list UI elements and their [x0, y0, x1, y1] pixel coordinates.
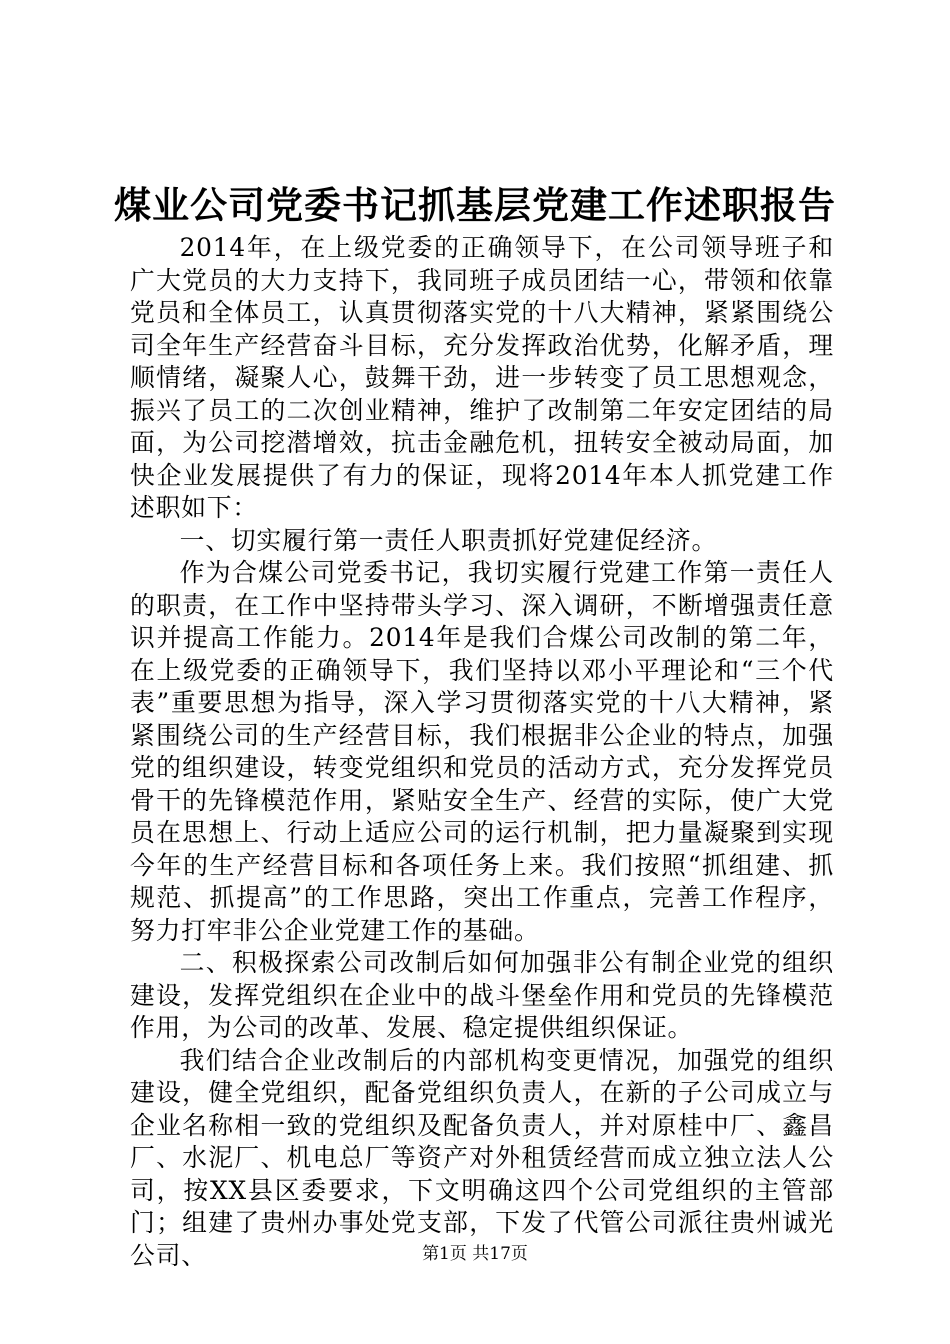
- paragraph-section-1: 作为合煤公司党委书记，我切实履行党建工作第一责任人的职责，在工作中坚持带头学习、深入调研，不断增强责任意识并提高工作能力。2014年是我们合煤公司改制的第二年，在上级党委的正确领导下，我们坚持以邓小平理论和“三个代表”重要思想为指导，深入学习贯彻落实党的十八大精神，紧紧围绕公司的生产经营目标，我们根据非公企业的特点，加强党的组织建设，转变党组织和党员的活动方式，充分发挥党员骨干的先锋模范作用，紧贴安全生产、经营的实际，使广大党员在思想上、行动上适应公司的运行机制，把力量凝聚到实现今年的生产经营目标和各项任务上来。我们按照“抓组建、抓规范、抓提高”的工作思路，突出工作重点，完善工作程序，努力打牢非公企业党建工作的基础。: [130, 558, 834, 945]
- page-footer: 第1页 共17页: [422, 1244, 528, 1264]
- section-heading-2: 二、积极探索公司改制后如何加强非公有制企业党的组织建设，发挥党组织在企业中的战斗堡垒作用和党员的先锋模范作用，为公司的改革、发展、稳定提供组织保证。: [130, 948, 834, 1042]
- document-body: [130, 232, 834, 1272]
- paragraph-section-2: 我们结合企业改制后的内部机构变更情况，加强党的组织建设，健全党组织，配备党组织负责人，在新的子公司成立与企业名称相一致的党组织及配备负责人，并对原桂中厂、鑫昌厂、水泥厂、机电总厂等资产对外租赁经营而成立独立法人公司，按XX县区委要求，下文明确这四个公司党组织的主管部门；组建了贵州办事处党支部，下发了代管公司派往贵州诚光公司、: [130, 1045, 834, 1270]
- document-title: 煤业公司党委书记抓基层党建工作述职报告: [114, 184, 836, 227]
- paragraph-intro: 2014年，在上级党委的正确领导下，在公司领导班子和广大党员的大力支持下，我同班子成员团结一心，带领和依靠党员和全体员工，认真贯彻落实党的十八大精神，紧紧围绕公司全年生产经营奋斗目标，充分发挥政治优势，化解矛盾，理顺情绪，凝聚人心，鼓舞干劲，进一步转变了员工思想观念，振兴了员工的二次创业精神，维护了改制第二年安定团结的局面，为公司挖潜增效，抗击金融危机，扭转安全被动局面，加快企业发展提供了有力的保证，现将2014年本人抓党建工作述职如下：: [130, 233, 834, 522]
- section-heading-1: 一、切实履行第一责任人职责抓好党建促经济。: [179, 525, 718, 555]
